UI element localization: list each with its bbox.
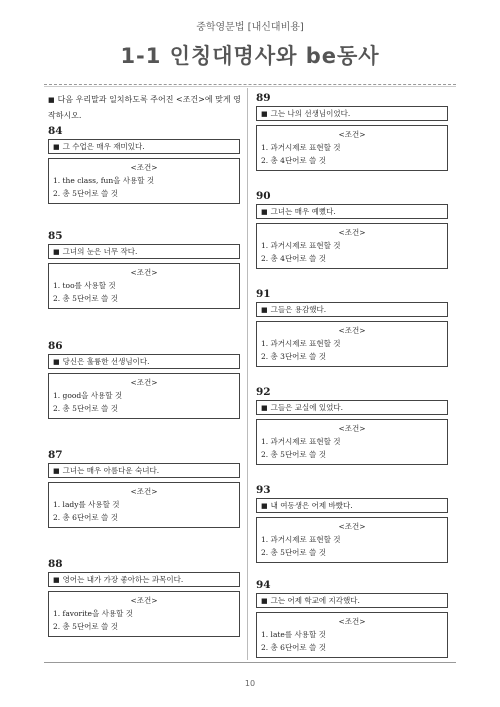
bullet-icon: ■	[261, 597, 268, 605]
condition-2: 2. 총 5단어로 쓸 것	[53, 622, 118, 631]
question-93	[256, 482, 448, 563]
question-number: 89	[256, 92, 271, 104]
question-sentence-box	[48, 244, 240, 259]
bullet-icon: ■	[48, 96, 55, 104]
condition-1: 1. the class, fun을 사용할 것	[53, 176, 155, 185]
question-90	[256, 188, 448, 269]
condition-box	[256, 321, 448, 367]
question-sentence: 영어는 내가 가장 좋아하는 과목이다.	[62, 575, 184, 584]
question-sentence-box	[256, 400, 448, 415]
question-sentence-box	[256, 593, 448, 608]
question-92	[256, 384, 448, 465]
question-sentence: 당신은 훌륭한 선생님이다.	[62, 357, 150, 366]
instruction-text: 다음 우리말과 일치하도록 주어진 <조건>에 맞게 영작하시오.	[48, 95, 241, 120]
condition-1: 1. good을 사용할 것	[53, 391, 123, 400]
condition-2: 2. 총 4단어로 쓸 것	[261, 156, 326, 165]
question-sentence: 내 여동생은 어제 바빴다.	[270, 501, 353, 510]
top-rule-solid	[44, 86, 456, 87]
question-sentence: 그 수업은 매우 재미있다.	[62, 142, 145, 151]
bullet-icon: ■	[53, 248, 60, 256]
condition-2: 2. 총 4단어로 쓸 것	[261, 254, 326, 263]
bullet-icon: ■	[261, 306, 268, 314]
condition-1: 1. lady를 사용할 것	[53, 500, 120, 509]
question-number: 91	[256, 288, 271, 300]
condition-2: 2. 총 5단어로 쓸 것	[261, 548, 326, 557]
condition-box	[256, 223, 448, 269]
question-91	[256, 286, 448, 367]
condition-title: <조건>	[130, 268, 158, 277]
question-89	[256, 90, 448, 171]
question-sentence-box	[48, 139, 240, 154]
question-88	[48, 556, 240, 637]
condition-box	[48, 158, 240, 204]
question-number: 92	[256, 386, 271, 398]
question-sentence: 그는 나의 선생님이었다.	[270, 109, 351, 118]
condition-1: 1. 과거시제로 표현할 것	[261, 143, 341, 152]
condition-box	[256, 419, 448, 465]
question-85	[48, 228, 240, 309]
condition-title: <조건>	[338, 326, 366, 335]
condition-1: 1. 과거시제로 표현할 것	[261, 437, 341, 446]
condition-1: 1. 과거시제로 표현할 것	[261, 241, 341, 250]
bottom-rule	[44, 662, 456, 663]
column-divider	[247, 88, 248, 660]
question-sentence-box	[256, 302, 448, 317]
condition-title: <조건>	[130, 378, 158, 387]
condition-box	[48, 482, 240, 528]
question-number: 86	[48, 340, 63, 352]
question-84	[48, 123, 240, 204]
question-number: 88	[48, 558, 63, 570]
condition-title: <조건>	[338, 617, 366, 626]
condition-title: <조건>	[130, 487, 158, 496]
condition-box	[256, 125, 448, 171]
question-sentence: 그는 어제 학교에 지각했다.	[270, 596, 360, 605]
bullet-icon: ■	[261, 404, 268, 412]
question-number: 87	[48, 449, 63, 461]
condition-2: 2. 총 5단어로 쓸 것	[261, 450, 326, 459]
condition-box	[48, 263, 240, 309]
condition-1: 1. late를 사용할 것	[261, 630, 326, 639]
question-sentence-box	[256, 498, 448, 513]
bullet-icon: ■	[261, 502, 268, 510]
condition-2: 2. 총 5단어로 쓸 것	[53, 294, 118, 303]
condition-2: 2. 총 6단어로 쓸 것	[261, 643, 326, 652]
question-sentence: 그들은 교실에 있었다.	[270, 403, 343, 412]
condition-1: 1. favorite을 사용할 것	[53, 609, 133, 618]
condition-title: <조건>	[130, 163, 158, 172]
bullet-icon: ■	[53, 576, 60, 584]
condition-title: <조건>	[338, 130, 366, 139]
question-number: 90	[256, 190, 271, 202]
question-87	[48, 447, 240, 528]
condition-box	[256, 517, 448, 563]
page-number: 10	[244, 679, 256, 688]
question-sentence-box	[256, 204, 448, 219]
question-sentence-box	[48, 572, 240, 587]
condition-1: 1. 과거시제로 표현할 것	[261, 339, 341, 348]
condition-1: 1. 과거시제로 표현할 것	[261, 535, 341, 544]
condition-title: <조건>	[338, 228, 366, 237]
bullet-icon: ■	[53, 358, 60, 366]
bullet-icon: ■	[53, 143, 60, 151]
condition-box	[48, 373, 240, 419]
condition-box	[256, 612, 448, 658]
bullet-icon: ■	[261, 208, 268, 216]
condition-title: <조건>	[130, 596, 158, 605]
question-number: 84	[48, 125, 63, 137]
question-number: 93	[256, 484, 271, 496]
condition-2: 2. 총 6단어로 쓸 것	[53, 513, 118, 522]
instruction	[48, 92, 243, 124]
condition-title: <조건>	[338, 424, 366, 433]
bullet-icon: ■	[261, 110, 268, 118]
question-number: 94	[256, 579, 271, 591]
question-sentence: 그녀는 매우 예뻤다.	[270, 207, 336, 216]
question-number: 85	[48, 230, 63, 242]
question-86	[48, 338, 240, 419]
condition-1: 1. too를 사용할 것	[53, 281, 116, 290]
question-sentence-box	[48, 354, 240, 369]
header-subtitle: 중학영문법 [내신대비용]	[196, 22, 304, 33]
question-94	[256, 577, 448, 658]
question-sentence-box	[256, 106, 448, 121]
question-sentence: 그녀의 눈은 너무 작다.	[62, 247, 138, 256]
bullet-icon: ■	[53, 467, 60, 475]
condition-2: 2. 총 3단어로 쓸 것	[261, 352, 326, 361]
condition-2: 2. 총 5단어로 쓸 것	[53, 404, 118, 413]
condition-2: 2. 총 5단어로 쓸 것	[53, 189, 118, 198]
top-rule-dashed	[44, 84, 456, 85]
question-sentence-box	[48, 463, 240, 478]
question-sentence: 그들은 용감했다.	[270, 305, 327, 314]
condition-box	[48, 591, 240, 637]
condition-title: <조건>	[338, 522, 366, 531]
question-sentence: 그녀는 매우 아름다운 숙녀다.	[62, 466, 160, 475]
page-title: 1-1 인칭대명사와 be동사	[120, 44, 380, 68]
